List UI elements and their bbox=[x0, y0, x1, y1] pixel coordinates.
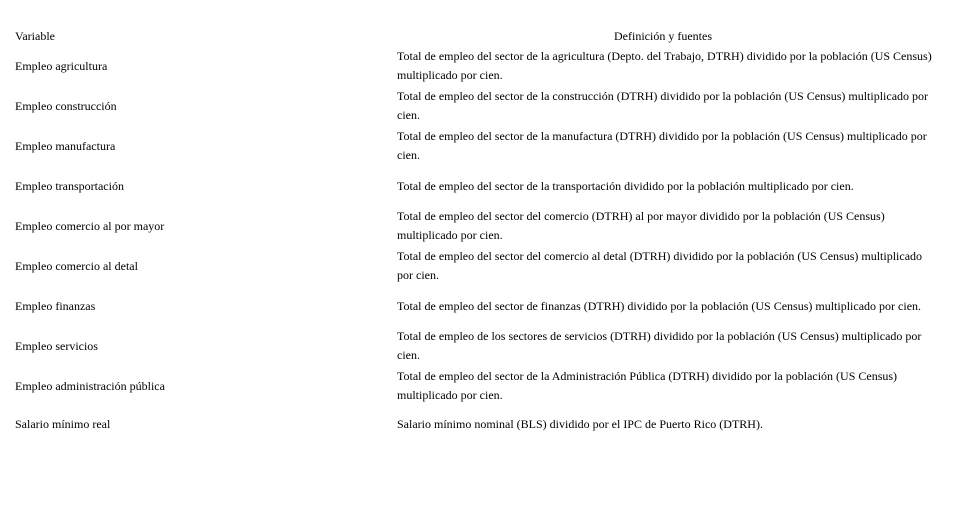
row-variable: Empleo construcción bbox=[15, 98, 117, 113]
table-row bbox=[15, 126, 945, 166]
row-definition: Total de empleo del sector de la construcción (DTRH) dividido por la población (US Census) multiplicado por cien. bbox=[397, 89, 929, 122]
row-variable: Salario mínimo real bbox=[15, 416, 111, 431]
variables-table bbox=[15, 26, 945, 446]
table-row bbox=[15, 206, 945, 246]
table-row bbox=[15, 166, 945, 206]
row-definition: Total de empleo del sector del comercio (DTRH) al por mayor dividido por la población (US Census) multiplicado por cien. bbox=[397, 209, 885, 242]
row-variable: Empleo manufactura bbox=[15, 138, 116, 153]
row-definition: Total de empleo del sector de finanzas (DTRH) dividido por la población (US Census) multiplicado por cien. bbox=[397, 298, 922, 313]
row-variable: Empleo administración pública bbox=[15, 378, 165, 393]
table-row bbox=[15, 406, 945, 446]
header-definition: Definición y fuentes bbox=[614, 29, 712, 43]
row-variable: Empleo finanzas bbox=[15, 298, 96, 313]
table-row bbox=[15, 366, 945, 406]
row-definition: Salario mínimo nominal (BLS) dividido por el IPC de Puerto Rico (DTRH). bbox=[397, 416, 763, 431]
row-definition: Total de empleo del sector de la transportación dividido por la población multiplicado por cien. bbox=[397, 178, 854, 193]
row-definition: Total de empleo del sector de la manufactura (DTRH) dividido por la población (US Census) multiplicado por cien. bbox=[397, 129, 927, 162]
table-row bbox=[15, 86, 945, 126]
row-definition: Total de empleo de los sectores de servicios (DTRH) dividido por la población (US Census) multiplicado por cien. bbox=[397, 329, 922, 362]
row-definition: Total de empleo del sector del comercio al detal (DTRH) dividido por la población (US Census) multiplicado por cien. bbox=[397, 249, 923, 282]
row-variable: Empleo transportación bbox=[15, 178, 124, 193]
row-variable: Empleo comercio al detal bbox=[15, 258, 138, 273]
header-variable: Variable bbox=[15, 29, 55, 43]
row-definition: Total de empleo del sector de la Administración Pública (DTRH) dividido por la población (US Census) multiplicado por cien. bbox=[397, 369, 898, 402]
table-header bbox=[15, 26, 945, 46]
table-row bbox=[15, 326, 945, 366]
row-definition: Total de empleo del sector de la agricultura (Depto. del Trabajo, DTRH) dividido por la población (US Census) multiplicado por cien. bbox=[397, 49, 932, 82]
row-variable: Empleo servicios bbox=[15, 338, 98, 353]
row-variable: Empleo agricultura bbox=[15, 58, 108, 73]
table-row bbox=[15, 46, 945, 86]
row-variable: Empleo comercio al por mayor bbox=[15, 218, 165, 233]
table-row bbox=[15, 286, 945, 326]
table-row bbox=[15, 246, 945, 286]
